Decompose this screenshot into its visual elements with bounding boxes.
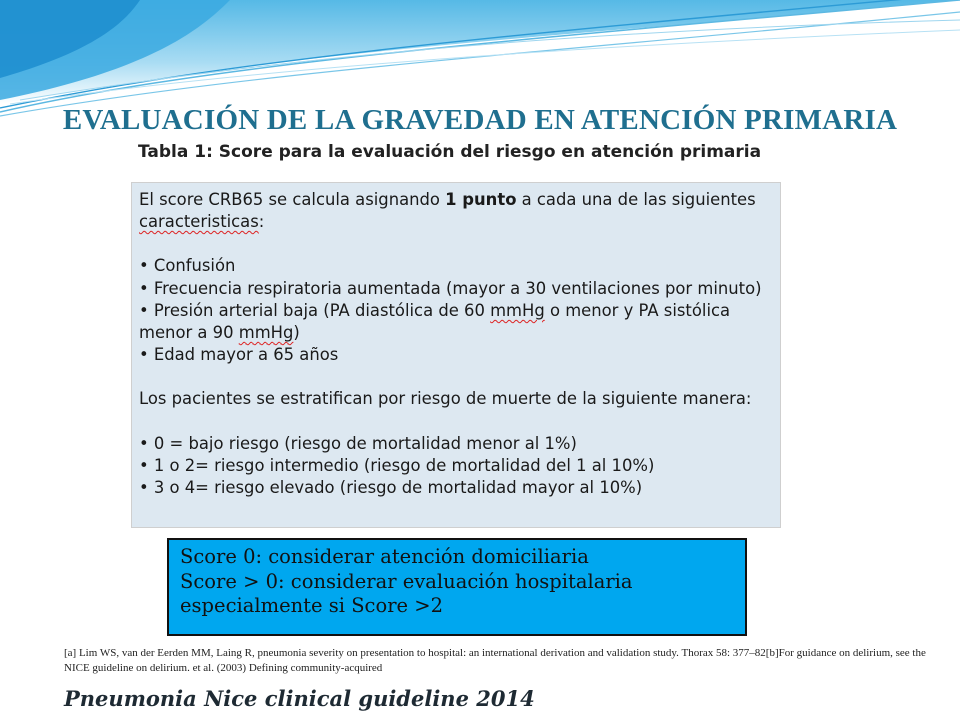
table-caption-text: : Score para la evaluación del riesgo en atención primaria	[206, 142, 762, 162]
slide-title: EVALUACIÓN DE LA GRAVEDAD EN ATENCIÓN PRIMARIA	[62, 104, 898, 136]
reference-note: [a] Lim WS, van der Eerden MM, Laing R, pneumonia severity on presentation to hospital: an international derivation and validation study. Thorax 58: 377–82[b]For guidance on delirium, see the NICE guideline on delirium. et al. (2003) Defining community-acquired	[64, 647, 926, 674]
risk-intermediate: • 1 o 2= riesgo intermedio (riesgo de mortalidad del 1 al 10%)	[139, 455, 655, 475]
criterion-age: • Edad mayor a 65 años	[139, 345, 339, 365]
bp-text-b: o menor y PA sistólica menor a 90	[139, 300, 731, 343]
bp-unit-2: mmHg	[238, 323, 294, 343]
wave-header-decoration	[0, 0, 960, 120]
crb65-intro	[139, 189, 780, 233]
score-line-2: Score > 0: considerar evaluación hospitalaria	[180, 569, 633, 593]
risk-low: • 0 = bajo riesgo (riesgo de mortalidad menor al 1%)	[139, 433, 577, 453]
intro-suffix: a cada una de las siguientes	[516, 190, 756, 209]
intro-end: :	[258, 212, 265, 232]
intro-prefix: El score CRB65 se calcula asignando	[139, 190, 446, 209]
criterion-confusion: • Confusión	[139, 256, 236, 276]
score-line-1: Score 0: considerar atención domiciliaria	[180, 545, 589, 568]
score-recommendation-box	[167, 538, 747, 636]
bp-unit-1: mmHg	[490, 300, 545, 320]
score-line-3: especialmente si Score >2	[180, 594, 444, 617]
bp-text-c: )	[293, 323, 300, 343]
intro-bold: 1 punto	[445, 190, 517, 209]
risk-high: • 3 o 4= riesgo elevado (riesgo de mortalidad mayor al 10%)	[139, 478, 643, 498]
table-caption-label: Tabla 1	[138, 142, 207, 162]
stratification-intro: Los pacientes se estratifican por riesgo de muerte de la siguiente manera:	[139, 389, 752, 409]
footer-source: Pneumonia Nice clinical guideline 2014	[64, 686, 535, 711]
table-caption	[138, 142, 761, 162]
criterion-respiratory-rate: • Frecuencia respiratoria aumentada (mayor a 30 ventilaciones por minuto)	[139, 278, 762, 298]
criterion-blood-pressure	[139, 300, 780, 344]
intro-word: caracteristicas	[139, 212, 259, 232]
crb65-table	[131, 182, 781, 528]
bp-text-a: • Presión arterial baja (PA diastólica de 60	[139, 300, 491, 320]
